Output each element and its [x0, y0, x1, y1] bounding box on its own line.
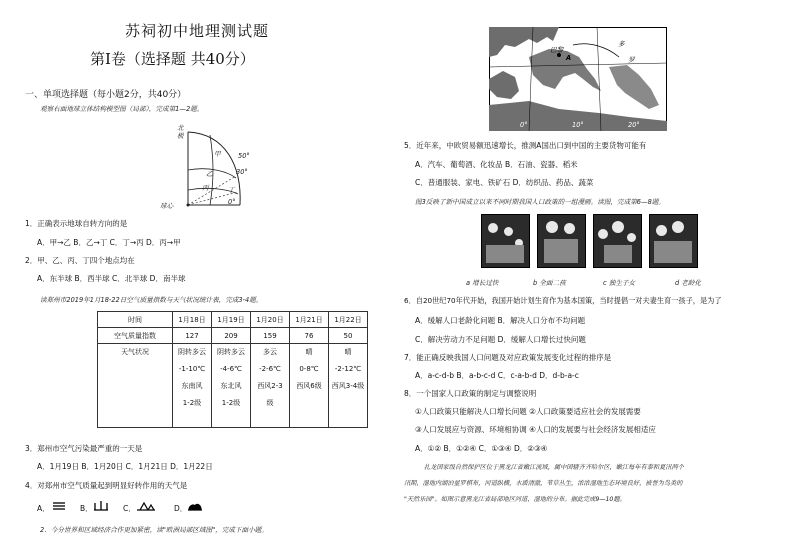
weather-line: 阴转多云 [178, 348, 206, 356]
q2-options: A．东半球 B．西半球 C．北半球 D．南半球 [37, 274, 186, 283]
q8-choices: A．①② B．①②④ C．①③④ D．②③④ [415, 444, 548, 453]
weather-line: 东北风 [220, 382, 242, 390]
point-jia-label: 甲 [214, 150, 221, 158]
weather-cell [290, 344, 329, 428]
q7-stem: 7．能正确反映我国人口问题及对应政策发展变化过程的排序是 [404, 353, 612, 362]
q5-stem: 5．近年来，中欧贸易额迅速增长，推测A国出口到中国的主要货物可能有 [404, 141, 647, 150]
q2-stem: 2．甲、乙、丙、丁四个地点均在 [25, 256, 135, 265]
weather-line: -2-6℃ [259, 365, 281, 373]
weather-line: 多云 [263, 348, 277, 356]
table-header-cell: 1月22日 [329, 312, 368, 328]
aqi-cell: 50 [329, 328, 368, 344]
table-header-cell: 1月18日 [173, 312, 212, 328]
page-title: 苏祠初中地理测试题 [125, 22, 270, 40]
weather-line: -4-6℃ [220, 365, 242, 373]
europe-map [489, 27, 667, 131]
weather-line: 晴 [305, 348, 313, 356]
section-intro: 观察右面地球立体结构模型图（局部），完成第1—2题。 [40, 105, 204, 113]
q7-options: A．a-c-d-b B．a-b-c-d C．c-a-b-d D．d-b-a-c [415, 371, 579, 380]
weather-line: -2-12℃ [334, 365, 362, 373]
table-row-aqi [98, 328, 368, 344]
map-lon-0-label: 0° [520, 121, 528, 129]
table-header-cell: 时间 [98, 312, 173, 328]
cartoon-c-image [593, 214, 642, 268]
passage-line-3: "天然乐园"。如图示意黑龙江省局部地区河道、湿地的分布。据此完成9—10题。 [404, 496, 626, 503]
q3-stem: 3．郑州市空气污染最严重的一天是 [25, 444, 143, 453]
cartoon-c-caption: c 独生子女 [603, 279, 636, 287]
q3-options: A．1月19日 B．1月20日 C．1月21日 D．1月22日 [37, 462, 213, 471]
table-intro: 读郑州市2019年1月18-22日空气质量指数与天气状况统计表，完成3-4题。 [40, 296, 263, 304]
weather-line: 晴 [344, 348, 352, 356]
north-pole-label: 北 极 [177, 124, 184, 140]
point-bing-label: 丙 [202, 184, 209, 192]
aqi-cell: 159 [251, 328, 290, 344]
q5-options-row1: A．汽车、葡萄酒、化妆品 B．石油、瓷器、稻米 [415, 160, 578, 169]
q4-option-d: D． [174, 504, 188, 513]
point-yi-label: 乙 [206, 170, 213, 178]
q4-option-b: B． [80, 504, 93, 513]
cold-wave-symbol-icon [136, 500, 156, 512]
table-row-weather [98, 344, 368, 428]
aqi-cell: 127 [173, 328, 212, 344]
q8-statements-row1: ①人口政策只能解决人口增长问题 ②人口政策要适应社会的发展需要 [415, 407, 641, 416]
aqi-cell: 209 [212, 328, 251, 344]
weather-line: 0-8℃ [299, 365, 319, 373]
sandstorm-symbol-icon [93, 500, 109, 512]
cartoon-a-image [481, 214, 530, 268]
weather-line: 西风6级 [296, 382, 322, 390]
q6-options-row1: A．缓解人口老龄化问题 B．解决人口分布不均问题 [415, 316, 586, 325]
q8-stem: 8．一个国家人口政策的制定与调整说明 [404, 389, 537, 398]
cartoon-b-caption: b 全面二孩 [533, 279, 566, 287]
weather-line: -1-10℃ [178, 365, 206, 373]
q4-option-c: C． [123, 504, 136, 513]
aqi-cell: 76 [290, 328, 329, 344]
map-label-hai: 海 [580, 102, 587, 110]
sunny-cloud-symbol-icon [186, 500, 204, 512]
map-lon-10-label: 10° [572, 121, 584, 129]
q1-stem: 1．正确表示地球自转方向的是 [25, 219, 128, 228]
section-heading: 一、单项选择题（每小题2分，共40分） [25, 90, 187, 100]
map-label-luo: 罗 [628, 56, 635, 64]
weather-line: 1-2级 [221, 399, 241, 407]
map-paris-label: 巴黎 [550, 46, 564, 54]
map-label-duo: 多 [618, 40, 625, 48]
weather-cell [251, 344, 290, 428]
weather-line: 阴转多云 [217, 348, 245, 356]
q4-option-a: A． [37, 504, 50, 513]
point-ding-label: 丁 [228, 186, 235, 194]
cartoon-b-image [537, 214, 586, 268]
cartoon-a-caption: a 增长过快 [466, 279, 499, 287]
map-lon-20-label: 20° [628, 121, 640, 129]
weather-line: 级 [266, 399, 274, 407]
weather-cell [212, 344, 251, 428]
weather-line: 东南风 [181, 382, 203, 390]
weather-line: 西风2-3 [257, 382, 283, 390]
table-header-cell: 1月20日 [251, 312, 290, 328]
weather-table [97, 311, 368, 428]
lon-0-label: 0° [228, 198, 236, 206]
fog-symbol-icon [52, 501, 66, 511]
passage-line-2: 汛期，湿地内湖泊星罗棋布，河道纵横，水质清澈，苇草丛生，浓浓湿地生态环境良好，被誉为鸟类的 [404, 480, 683, 487]
q8-statements-row2: ③人口发展应与资源、环境相协调 ④人口的发展要与社会经济发展相适应 [415, 425, 656, 434]
page-subtitle: 第Ⅰ卷（选择题 共40分） [90, 50, 255, 68]
passage-line-1: 扎龙国家级自然保护区位于黑龙江省嫩江流域，属中国辖齐齐哈尔区，嫩江每年有泰和夏汛两个 [424, 464, 684, 471]
photo-intro: 图3反映了新中国成立以来不同时期我国人口政策的一组漫画。读图，完成第6—8题。 [415, 198, 665, 206]
cartoon-d-image [649, 214, 698, 268]
q5-options-row2: C．普通服装、家电、铁矿石 D．纺织品、药品、蔬菜 [415, 178, 594, 187]
globe-center-label: 球心 [160, 202, 174, 210]
weather-line: 西风3-4级 [331, 382, 365, 390]
weather-cell [329, 344, 368, 428]
q4-stem: 4．对郑州市空气质量起到明显好转作用的天气是 [25, 481, 188, 490]
q6-stem: 6．自20世纪70年代开始，我国开始计划生育作为基本国策，当时提倡一对夫妻生育一孩子，是为了 [404, 296, 722, 305]
bottom-left-intro: 2．今分世界和区域经济合作更加紧密，读"欧洲局部区域图"，完成下面小题。 [40, 526, 268, 534]
table-header-cell: 1月21日 [290, 312, 329, 328]
map-country-a-label: A [566, 54, 572, 62]
weather-label-cell: 天气状况 [98, 344, 173, 428]
table-header-row [98, 312, 368, 328]
lat-30-label: 30° [236, 168, 248, 176]
weather-cell [173, 344, 212, 428]
cartoon-d-caption: d 老龄化 [675, 279, 702, 287]
q6-options-row2: C．解决劳动力不足问题 D．缓解人口增长过快问题 [415, 335, 586, 344]
aqi-label-cell: 空气质量指数 [98, 328, 173, 344]
q1-options: A．甲→乙 B．乙→丁 C．丁→丙 D．丙→甲 [37, 238, 181, 247]
table-header-cell: 1月19日 [212, 312, 251, 328]
lat-50-label: 50° [238, 152, 250, 160]
weather-line: 1-2级 [182, 399, 202, 407]
